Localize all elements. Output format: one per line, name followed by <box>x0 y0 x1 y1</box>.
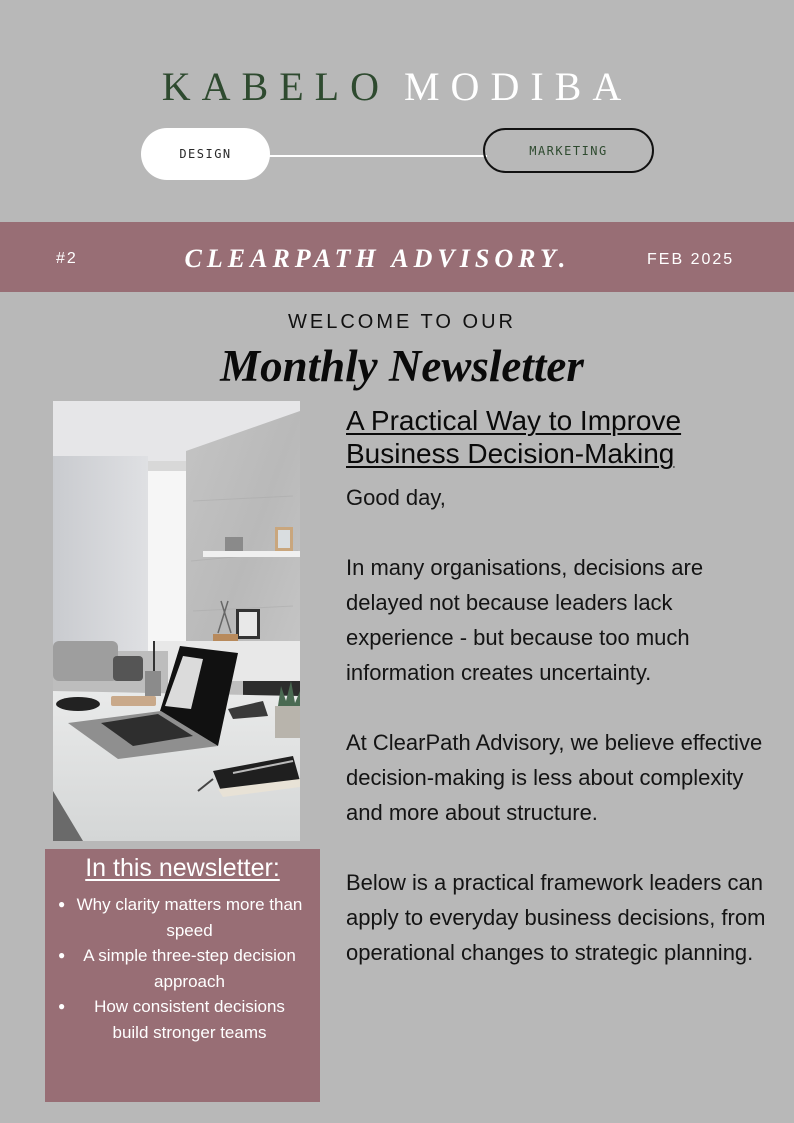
brand-name <box>0 62 794 112</box>
issue-date: FEB 2025 <box>647 251 735 268</box>
article-title: A Practical Way to Improve Business Decision-Making <box>346 405 682 469</box>
marketing-pill: MARKETING <box>483 128 654 173</box>
toc-list <box>45 892 320 1045</box>
bullet-icon: ● <box>58 948 66 962</box>
article-greeting: Good day, <box>346 485 446 510</box>
toc-item: ● How consistent decisions build stronger teams <box>45 994 320 1045</box>
bullet-icon: ● <box>58 999 66 1013</box>
issue-banner <box>0 222 794 292</box>
brand-first-name: KABELO <box>161 64 390 109</box>
in-this-newsletter-box <box>45 849 320 1102</box>
brand-last-name: MODIBA <box>403 64 633 109</box>
office-desk-photo <box>53 401 300 841</box>
toc-title: In this newsletter: <box>85 854 280 882</box>
toc-item: ● A simple three-step decision approach <box>45 943 320 994</box>
article-paragraph: Below is a practical framework leaders can apply to everyday business decisions, from operational changes to strategic planning. <box>346 870 766 965</box>
toc-item: ● Why clarity matters more than speed <box>45 892 320 943</box>
company-name: CLEARPATH ADVISORY. <box>184 244 571 273</box>
design-pill: DESIGN <box>141 128 270 180</box>
article <box>346 404 786 970</box>
office-photo-illustration <box>53 401 300 841</box>
issue-number: #2 <box>56 250 78 267</box>
pill-connector-line <box>265 155 487 157</box>
article-body <box>346 480 786 970</box>
article-paragraph: In many organisations, decisions are delayed not because leaders lack experience - but because too much information creates uncertainty. <box>346 555 704 685</box>
article-paragraph: At ClearPath Advisory, we believe effective decision-making is less about complexity and more about structure. <box>346 730 763 825</box>
newsletter-title: Monthly Newsletter <box>220 341 584 391</box>
bullet-icon: ● <box>58 897 66 911</box>
welcome-heading: WELCOME TO OUR <box>288 311 516 333</box>
